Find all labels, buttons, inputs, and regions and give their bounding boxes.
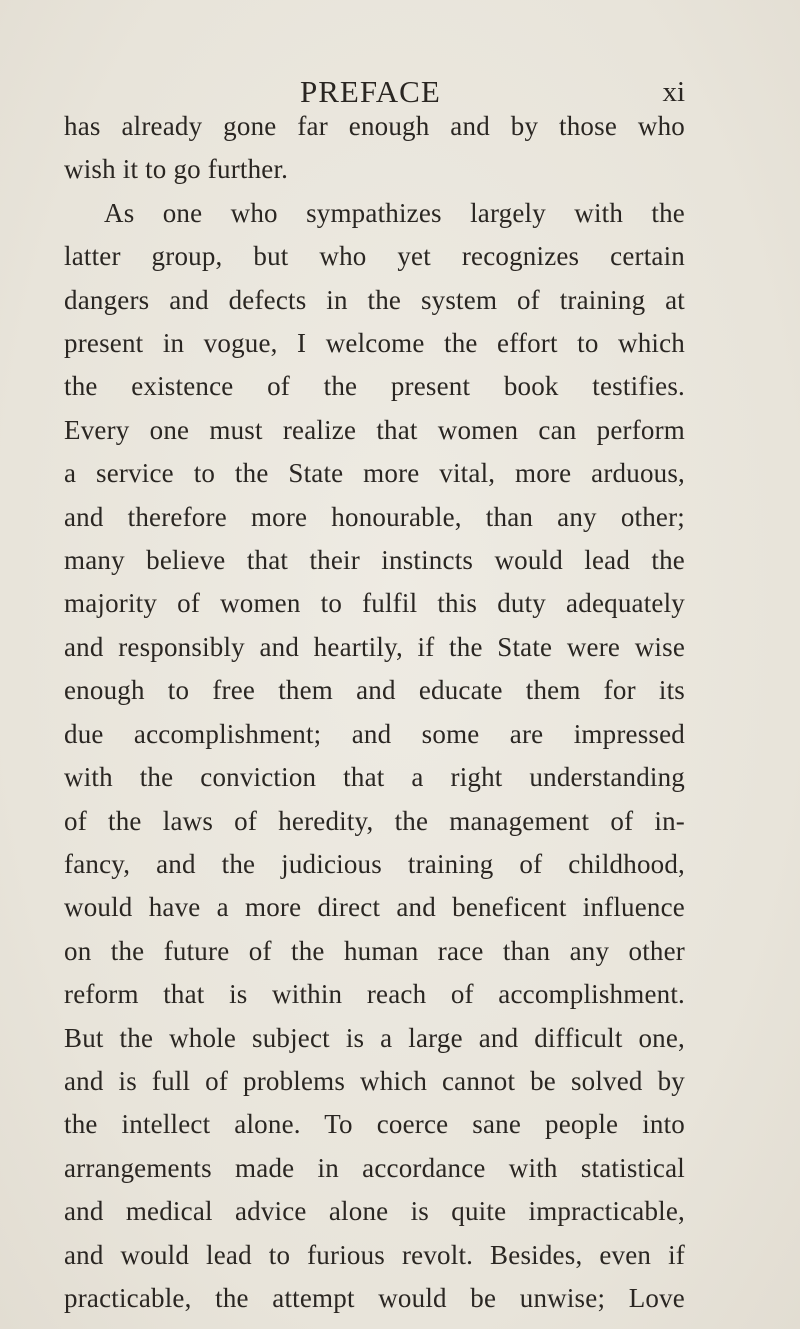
text-line: on the future of the human race than any other	[64, 936, 685, 966]
text-line: with the conviction that a right understanding	[64, 762, 685, 792]
text-line: the existence of the present book testifies.	[64, 371, 685, 401]
text-line: latter group, but who yet recognizes certain	[64, 241, 685, 271]
text-line: and is full of problems which cannot be solved by	[64, 1066, 685, 1096]
text-line: As one who sympathizes largely with the	[104, 198, 685, 228]
text-line: and responsibly and heartily, if the State were wise	[64, 632, 685, 662]
text-line: Every one must realize that women can perform	[64, 415, 685, 445]
text-line: arrangements made in accordance with statistical	[64, 1153, 685, 1183]
text-line: would have a more direct and beneficent influence	[64, 892, 685, 922]
text-line: and medical advice alone is quite impracticable,	[64, 1196, 685, 1226]
text-line: a service to the State more vital, more arduous,	[64, 458, 685, 488]
text-line: But the whole subject is a large and difficult one,	[64, 1023, 685, 1053]
running-title: PREFACE	[300, 74, 441, 109]
text-line: many believe that their instincts would lead the	[64, 545, 685, 575]
text-line: practicable, the attempt would be unwise; Love	[64, 1283, 685, 1313]
text-line: present in vogue, I welcome the effort to which	[64, 328, 685, 358]
text-line: and would lead to furious revolt. Besides, even if	[64, 1240, 685, 1270]
text-line: wish it to go further.	[64, 154, 289, 184]
text-line: majority of women to fulfil this duty adequately	[64, 588, 685, 618]
text-line: the intellect alone. To coerce sane people into	[64, 1109, 685, 1139]
text-line: and therefore more honourable, than any other;	[64, 502, 685, 532]
text-line: reform that is within reach of accomplishment.	[64, 979, 685, 1009]
text-line: fancy, and the judicious training of childhood,	[64, 849, 685, 879]
text-line: has already gone far enough and by those who	[64, 111, 685, 141]
text-line: dangers and defects in the system of training at	[64, 285, 685, 315]
text-line: due accomplishment; and some are impressed	[64, 719, 685, 749]
page-number: xi	[662, 76, 685, 108]
text-line: of the laws of heredity, the management of in-	[64, 806, 685, 836]
text-line: enough to free them and educate them for its	[64, 675, 685, 705]
